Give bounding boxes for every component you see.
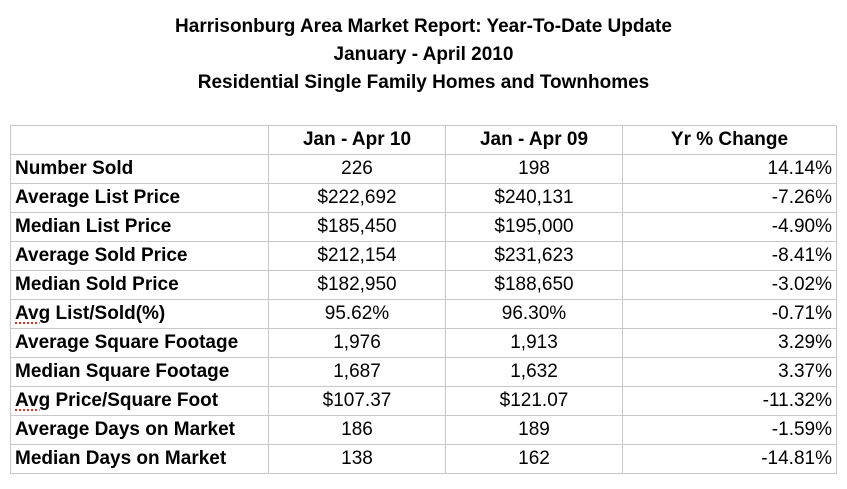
cell-jan-apr-09: 1,632	[446, 358, 623, 387]
table-header-row	[11, 126, 837, 155]
spellcheck-underlined-word: Avg	[15, 303, 51, 324]
row-label: Median Days on Market	[11, 445, 269, 474]
cell-jan-apr-10: 1,687	[269, 358, 446, 387]
header-jan-apr-09: Jan - Apr 09	[446, 126, 623, 155]
table-row	[11, 358, 837, 387]
cell-jan-apr-09: 198	[446, 155, 623, 184]
row-label: Average Square Footage	[11, 329, 269, 358]
row-label: Number Sold	[11, 155, 269, 184]
table-row	[11, 271, 837, 300]
table-row	[11, 184, 837, 213]
report-period: January - April 2010	[333, 44, 514, 65]
cell-yr-change: -4.90%	[623, 213, 837, 242]
cell-yr-change: -0.71%	[623, 300, 837, 329]
table-row	[11, 329, 837, 358]
row-label: Median Sold Price	[11, 271, 269, 300]
cell-yr-change: -7.26%	[623, 184, 837, 213]
row-label: Average List Price	[11, 184, 269, 213]
row-label	[11, 300, 269, 329]
cell-yr-change: -8.41%	[623, 242, 837, 271]
row-label: Median Square Footage	[11, 358, 269, 387]
header-yr-change: Yr % Change	[623, 126, 837, 155]
cell-yr-change: -11.32%	[623, 387, 837, 416]
cell-jan-apr-09: 162	[446, 445, 623, 474]
header-empty-cell	[11, 126, 269, 155]
table-row	[11, 387, 837, 416]
cell-yr-change: -1.59%	[623, 416, 837, 445]
cell-jan-apr-10: 226	[269, 155, 446, 184]
cell-jan-apr-09: 1,913	[446, 329, 623, 358]
cell-jan-apr-10: $212,154	[269, 242, 446, 271]
cell-jan-apr-09: $195,000	[446, 213, 623, 242]
market-report-table	[10, 125, 837, 474]
cell-jan-apr-10: $107.37	[269, 387, 446, 416]
cell-jan-apr-09: 189	[446, 416, 623, 445]
spellcheck-underlined-word: Avg	[15, 390, 51, 411]
header-jan-apr-10: Jan - Apr 10	[269, 126, 446, 155]
cell-jan-apr-10: 1,976	[269, 329, 446, 358]
cell-jan-apr-10: $185,450	[269, 213, 446, 242]
row-label-rest: List/Sold(%)	[50, 303, 166, 324]
cell-jan-apr-09: $121.07	[446, 387, 623, 416]
table-row	[11, 416, 837, 445]
table-row	[11, 242, 837, 271]
report-subtitle: Residential Single Family Homes and Townhomes	[197, 72, 650, 93]
cell-yr-change: 3.29%	[623, 329, 837, 358]
cell-jan-apr-09: $188,650	[446, 271, 623, 300]
cell-jan-apr-10: 186	[269, 416, 446, 445]
cell-jan-apr-09: 96.30%	[446, 300, 623, 329]
row-label	[11, 387, 269, 416]
table-row	[11, 213, 837, 242]
cell-jan-apr-10: 95.62%	[269, 300, 446, 329]
cell-jan-apr-10: $222,692	[269, 184, 446, 213]
cell-yr-change: 3.37%	[623, 358, 837, 387]
row-label: Median List Price	[11, 213, 269, 242]
row-label: Average Days on Market	[11, 416, 269, 445]
report-title-block	[0, 13, 847, 97]
cell-yr-change: 14.14%	[623, 155, 837, 184]
cell-jan-apr-10: 138	[269, 445, 446, 474]
row-label-rest: Price/Square Foot	[50, 390, 219, 411]
cell-jan-apr-09: $231,623	[446, 242, 623, 271]
cell-jan-apr-10: $182,950	[269, 271, 446, 300]
cell-jan-apr-09: $240,131	[446, 184, 623, 213]
table-row	[11, 445, 837, 474]
table-row	[11, 155, 837, 184]
cell-yr-change: -14.81%	[623, 445, 837, 474]
report-title: Harrisonburg Area Market Report: Year-To-Date Update	[175, 16, 672, 37]
cell-yr-change: -3.02%	[623, 271, 837, 300]
table-row	[11, 300, 837, 329]
row-label: Average Sold Price	[11, 242, 269, 271]
